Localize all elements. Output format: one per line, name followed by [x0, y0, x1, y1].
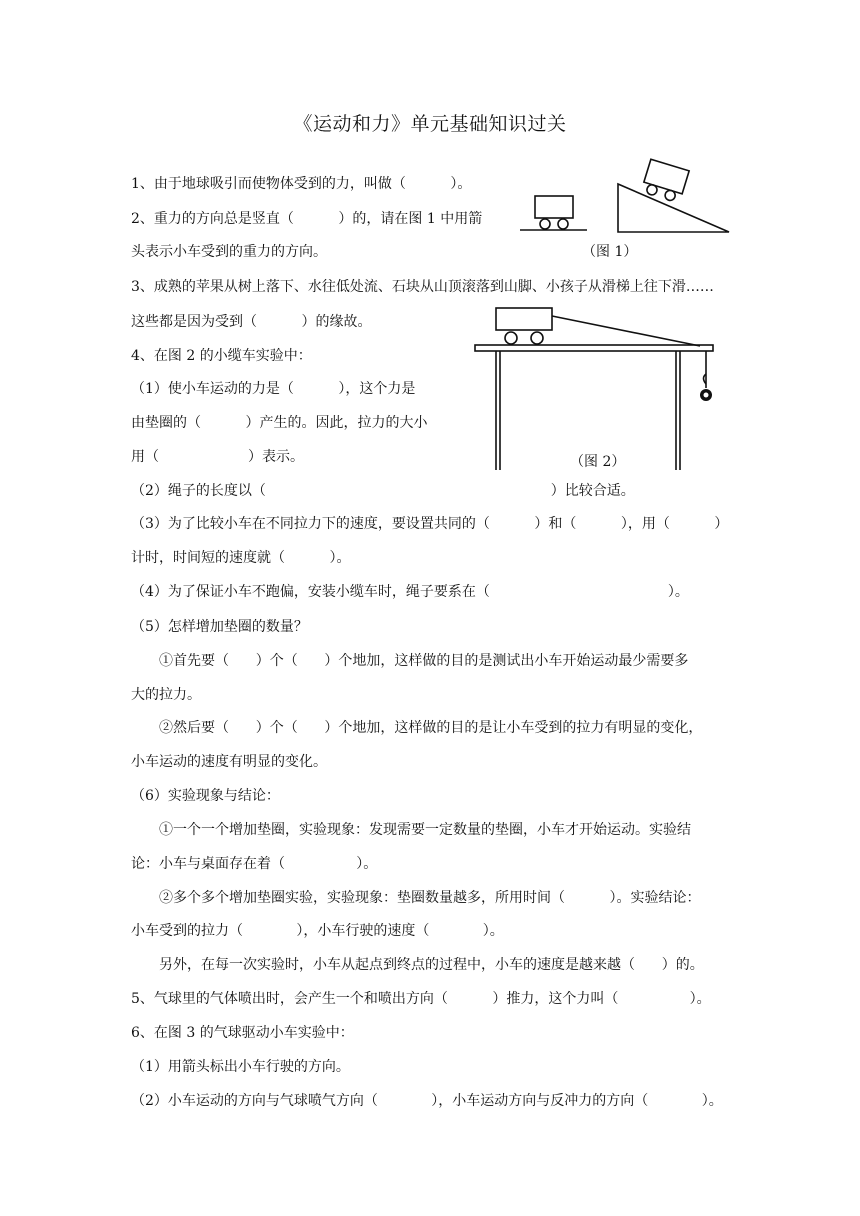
text-line: 用（ ）表示。 [131, 449, 305, 465]
text-line: 1、由于地球吸引而使物体受到的力，叫做（ ）。 [131, 176, 472, 192]
figure-2-illustration [470, 302, 730, 472]
text-line: （2）小车运动的方向与气球喷气方向（ ），小车运动方向与反冲力的方向（ ）。 [131, 1093, 723, 1109]
text-line: 4、在图 2 的小缆车实验中： [131, 348, 312, 364]
text-line: ①首先要（ ）个（ ）个地加，这样做的目的是测试出小车开始运动最少需要多 [159, 653, 689, 669]
figure-1-illustration [515, 150, 745, 240]
text-line: 计时，时间短的速度就（ ）。 [131, 550, 351, 566]
text-line: 头表示小车受到的重力的方向。 [131, 244, 327, 260]
text-line: 5、气球里的气体喷出时，会产生一个和喷出方向（ ）推力，这个力叫（ ）。 [131, 991, 711, 1007]
text-line: （1）使小车运动的力是（ ），这个力是 [131, 381, 416, 397]
text-line: 大的拉力。 [131, 687, 201, 703]
text-line: 小车运动的速度有明显的变化。 [131, 754, 327, 770]
text-line: （3）为了比较小车在不同拉力下的速度，要设置共同的（ ）和（ ），用（ ） [131, 516, 729, 532]
text-line: （5）怎样增加垫圈的数量？ [131, 619, 308, 635]
text-line: 3、成熟的苹果从树上落下、水往低处流、石块从山顶滚落到山脚、小孩子从滑梯上往下滑…… [131, 279, 714, 295]
text-line: 由垫圈的（ ）产生的。因此，拉力的大小 [131, 415, 428, 431]
text-line: 小车受到的拉力（ ），小车行驶的速度（ ）。 [131, 923, 504, 939]
figure-2-caption: （图 2） [570, 454, 626, 470]
cart-wheel [531, 332, 543, 344]
text-line: 6、在图 3 的气球驱动小车实验中： [131, 1025, 354, 1041]
text-line: 2、重力的方向总是竖直（ ）的，请在图 1 中用箭 [131, 211, 483, 227]
text-line: （4）为了保证小车不跑偏，安装小缆车时，绳子要系在（ ）。 [131, 584, 689, 600]
cart-wheel [505, 332, 517, 344]
text-line: ②然后要（ ）个（ ）个地加，这样做的目的是让小车受到的拉力有明显的变化， [159, 720, 703, 736]
text-line: 这些都是因为受到（ ）的缘故。 [131, 314, 372, 330]
text-line: ②多个多个增加垫圈实验，实验现象：垫圈数量越多，所用时间（ ）。实验结论： [159, 890, 701, 906]
text-line: ①一个一个增加垫圈，实验现象：发现需要一定数量的垫圈，小车才开始运动。实验结 [159, 822, 691, 838]
text-line: 另外，在每一次实验时，小车从起点到终点的过程中，小车的速度是越来越（ ）的。 [159, 957, 704, 973]
flat-cart [520, 196, 587, 230]
page-title: 《运动和力》单元基础知识过关 [293, 113, 567, 135]
table-top [475, 345, 713, 351]
figure-1-caption: （图 1） [582, 244, 638, 260]
text-line: （1）用箭头标出小车行驶的方向。 [131, 1059, 350, 1075]
rope [552, 316, 700, 346]
text-line: （2）绳子的长度以（ ）比较合适。 [131, 483, 635, 499]
slope-cart [618, 159, 729, 232]
text-line: 论：小车与桌面存在着（ ）。 [131, 856, 378, 872]
cart-body [496, 308, 552, 330]
text-line: （6）实验现象与结论： [131, 788, 280, 804]
